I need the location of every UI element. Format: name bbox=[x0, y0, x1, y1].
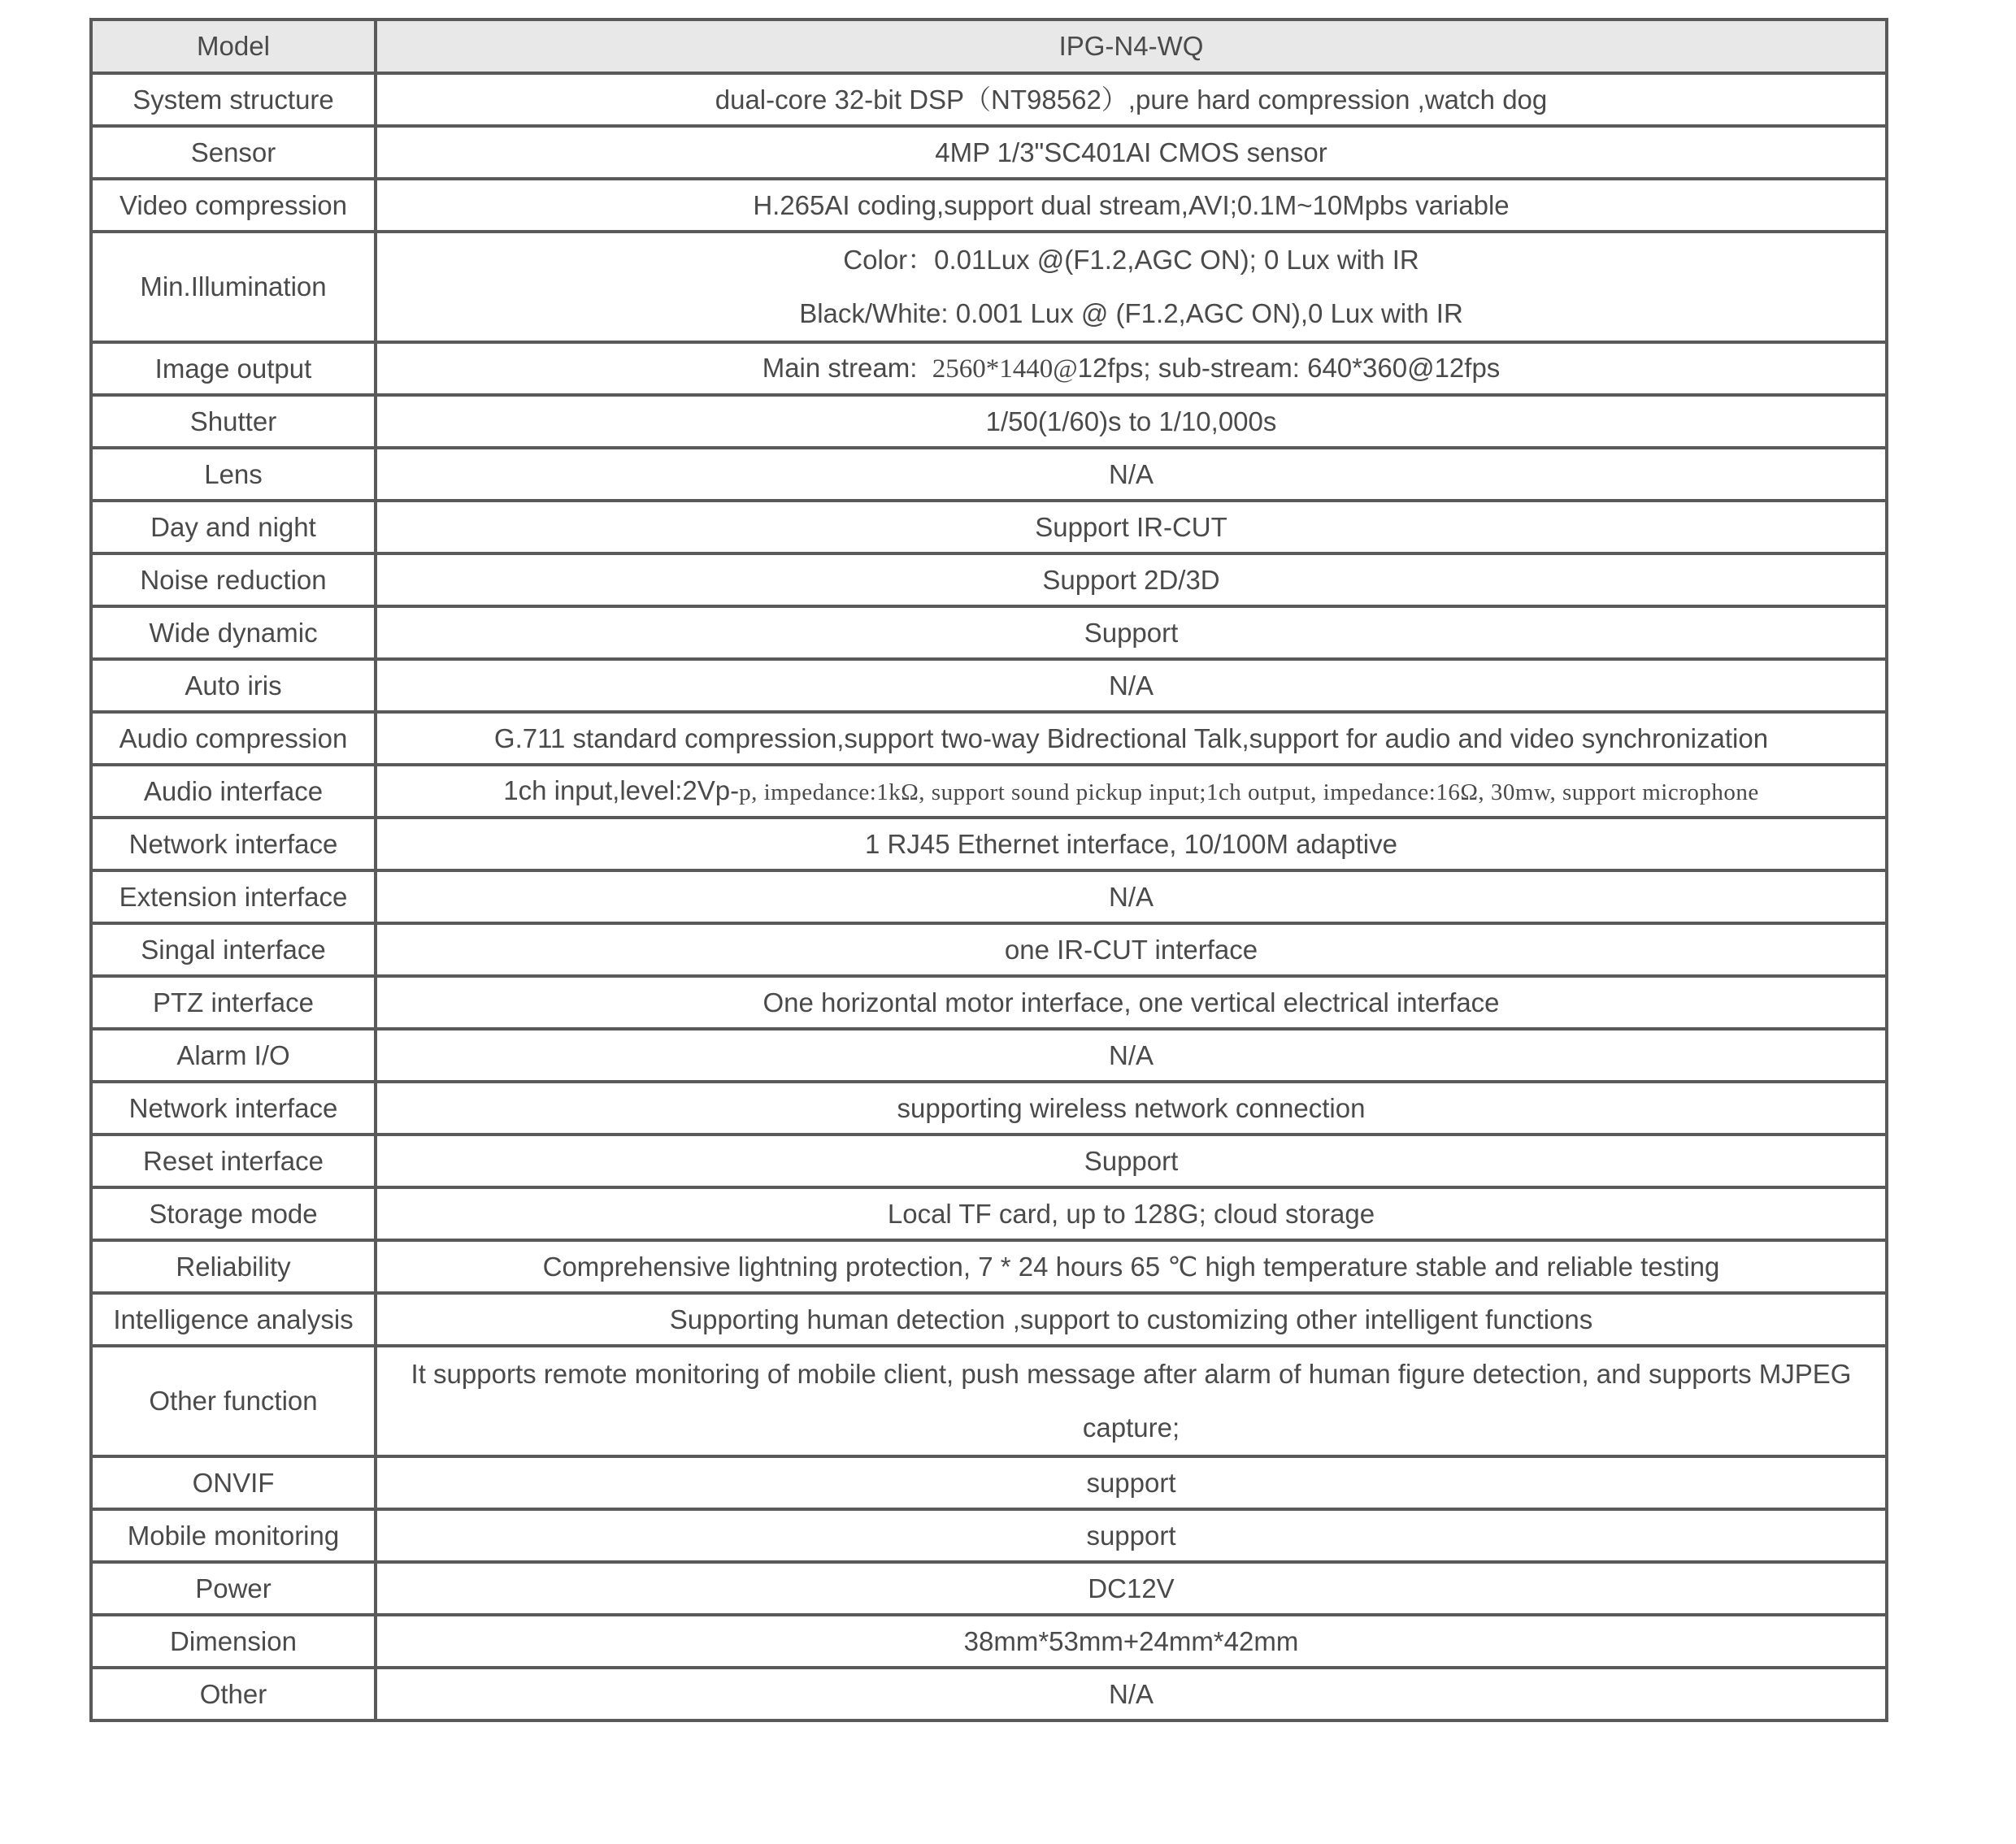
table-row bbox=[91, 659, 1887, 712]
row-value: 1 RJ45 Ethernet interface, 10/100M adaptive bbox=[376, 818, 1887, 870]
row-value: Comprehensive lightning protection, 7 * 24 hours 65 ℃ high temperature stable and reliable testing bbox=[376, 1240, 1887, 1293]
table-row bbox=[91, 976, 1887, 1029]
table-row bbox=[91, 179, 1887, 232]
row-value: Support IR-CUT bbox=[376, 501, 1887, 553]
table-row bbox=[91, 1562, 1887, 1615]
row-label: Auto iris bbox=[91, 659, 376, 712]
row-value: 4MP 1/3"SC401AI CMOS sensor bbox=[376, 126, 1887, 179]
row-value: N/A bbox=[376, 659, 1887, 712]
spec-table bbox=[89, 18, 1888, 1722]
row-label: Extension interface bbox=[91, 870, 376, 923]
table-row bbox=[91, 395, 1887, 448]
table-row bbox=[91, 501, 1887, 553]
row-value: It supports remote monitoring of mobile client, push message after alarm of human figure detection, and supports MJPEG capture; bbox=[376, 1346, 1887, 1456]
row-label: Video compression bbox=[91, 179, 376, 232]
row-value: 1/50(1/60)s to 1/10,000s bbox=[376, 395, 1887, 448]
row-value: 38mm*53mm+24mm*42mm bbox=[376, 1615, 1887, 1668]
value-part: p, impedance:1kΩ, support sound pickup input;1ch output, impedance:16Ω, 30mw, support microphone bbox=[739, 779, 1759, 805]
row-value: N/A bbox=[376, 1668, 1887, 1720]
table-row bbox=[91, 553, 1887, 606]
row-label: Shutter bbox=[91, 395, 376, 448]
table-row bbox=[91, 1187, 1887, 1240]
row-label: Reliability bbox=[91, 1240, 376, 1293]
table-row bbox=[91, 923, 1887, 976]
row-label: Noise reduction bbox=[91, 553, 376, 606]
row-label: Network interface bbox=[91, 818, 376, 870]
table-header-row bbox=[91, 20, 1887, 73]
row-label: Reset interface bbox=[91, 1135, 376, 1187]
row-value: DC12V bbox=[376, 1562, 1887, 1615]
row-value: Local TF card, up to 128G; cloud storage bbox=[376, 1187, 1887, 1240]
row-value: support bbox=[376, 1456, 1887, 1509]
table-row bbox=[91, 1293, 1887, 1346]
value-line: Black/White: 0.001 Lux @ (F1.2,AGC ON),0 Lux with IR bbox=[799, 298, 1463, 328]
table-row bbox=[91, 870, 1887, 923]
row-label: Power bbox=[91, 1562, 376, 1615]
table-row bbox=[91, 1615, 1887, 1668]
row-value bbox=[376, 232, 1887, 342]
value-part: 12fps; sub-stream: 640*360@12fps bbox=[1077, 353, 1501, 383]
table-row bbox=[91, 765, 1887, 818]
row-value: Support bbox=[376, 1135, 1887, 1187]
row-label: Dimension bbox=[91, 1615, 376, 1668]
row-label: Intelligence analysis bbox=[91, 1293, 376, 1346]
table-row bbox=[91, 126, 1887, 179]
row-label: Alarm I/O bbox=[91, 1029, 376, 1082]
row-label: Audio interface bbox=[91, 765, 376, 818]
row-label: Other function bbox=[91, 1346, 376, 1456]
row-label: Image output bbox=[91, 342, 376, 395]
row-label: Lens bbox=[91, 448, 376, 501]
header-label: Model bbox=[91, 20, 376, 73]
row-label: Mobile monitoring bbox=[91, 1509, 376, 1562]
row-value: One horizontal motor interface, one vertical electrical interface bbox=[376, 976, 1887, 1029]
row-value: support bbox=[376, 1509, 1887, 1562]
row-label: Day and night bbox=[91, 501, 376, 553]
row-value: Support 2D/3D bbox=[376, 553, 1887, 606]
table-row bbox=[91, 1668, 1887, 1720]
table-row bbox=[91, 1346, 1887, 1456]
table-row bbox=[91, 818, 1887, 870]
row-label: Other bbox=[91, 1668, 376, 1720]
value-part: Main stream: bbox=[762, 353, 932, 383]
row-value: Supporting human detection ,support to customizing other intelligent functions bbox=[376, 1293, 1887, 1346]
row-label: PTZ interface bbox=[91, 976, 376, 1029]
row-label: Network interface bbox=[91, 1082, 376, 1135]
table-row bbox=[91, 1240, 1887, 1293]
value-line: Color：0.01Lux @(F1.2,AGC ON); 0 Lux with IR bbox=[843, 245, 1419, 275]
row-value: dual-core 32-bit DSP（NT98562）,pure hard compression ,watch dog bbox=[376, 73, 1887, 126]
row-value: H.265AI coding,support dual stream,AVI;0.1M~10Mpbs variable bbox=[376, 179, 1887, 232]
row-label: Sensor bbox=[91, 126, 376, 179]
table-row bbox=[91, 1135, 1887, 1187]
table-row bbox=[91, 1509, 1887, 1562]
row-label: Min.Illumination bbox=[91, 232, 376, 342]
row-label: ONVIF bbox=[91, 1456, 376, 1509]
table-row bbox=[91, 448, 1887, 501]
table-row bbox=[91, 1456, 1887, 1509]
row-value bbox=[376, 342, 1887, 395]
row-label: Wide dynamic bbox=[91, 606, 376, 659]
table-row bbox=[91, 232, 1887, 342]
row-value: one IR-CUT interface bbox=[376, 923, 1887, 976]
value-part: 2560*1440@ bbox=[932, 354, 1078, 384]
model-value: IPG-N4-WQ bbox=[376, 20, 1887, 73]
row-label: Singal interface bbox=[91, 923, 376, 976]
table-row bbox=[91, 1029, 1887, 1082]
table-row bbox=[91, 1082, 1887, 1135]
row-value: N/A bbox=[376, 1029, 1887, 1082]
row-label: Audio compression bbox=[91, 712, 376, 765]
row-value: N/A bbox=[376, 448, 1887, 501]
row-label: System structure bbox=[91, 73, 376, 126]
table-row bbox=[91, 342, 1887, 395]
row-value: supporting wireless network connection bbox=[376, 1082, 1887, 1135]
row-value: N/A bbox=[376, 870, 1887, 923]
value-part: 1ch input,level:2Vp- bbox=[503, 774, 740, 805]
table-row bbox=[91, 606, 1887, 659]
row-label: Storage mode bbox=[91, 1187, 376, 1240]
table-row bbox=[91, 712, 1887, 765]
row-value bbox=[376, 765, 1887, 818]
row-value: Support bbox=[376, 606, 1887, 659]
row-value: G.711 standard compression,support two-way Bidrectional Talk,support for audio and video synchronization bbox=[376, 712, 1887, 765]
table-row bbox=[91, 73, 1887, 126]
